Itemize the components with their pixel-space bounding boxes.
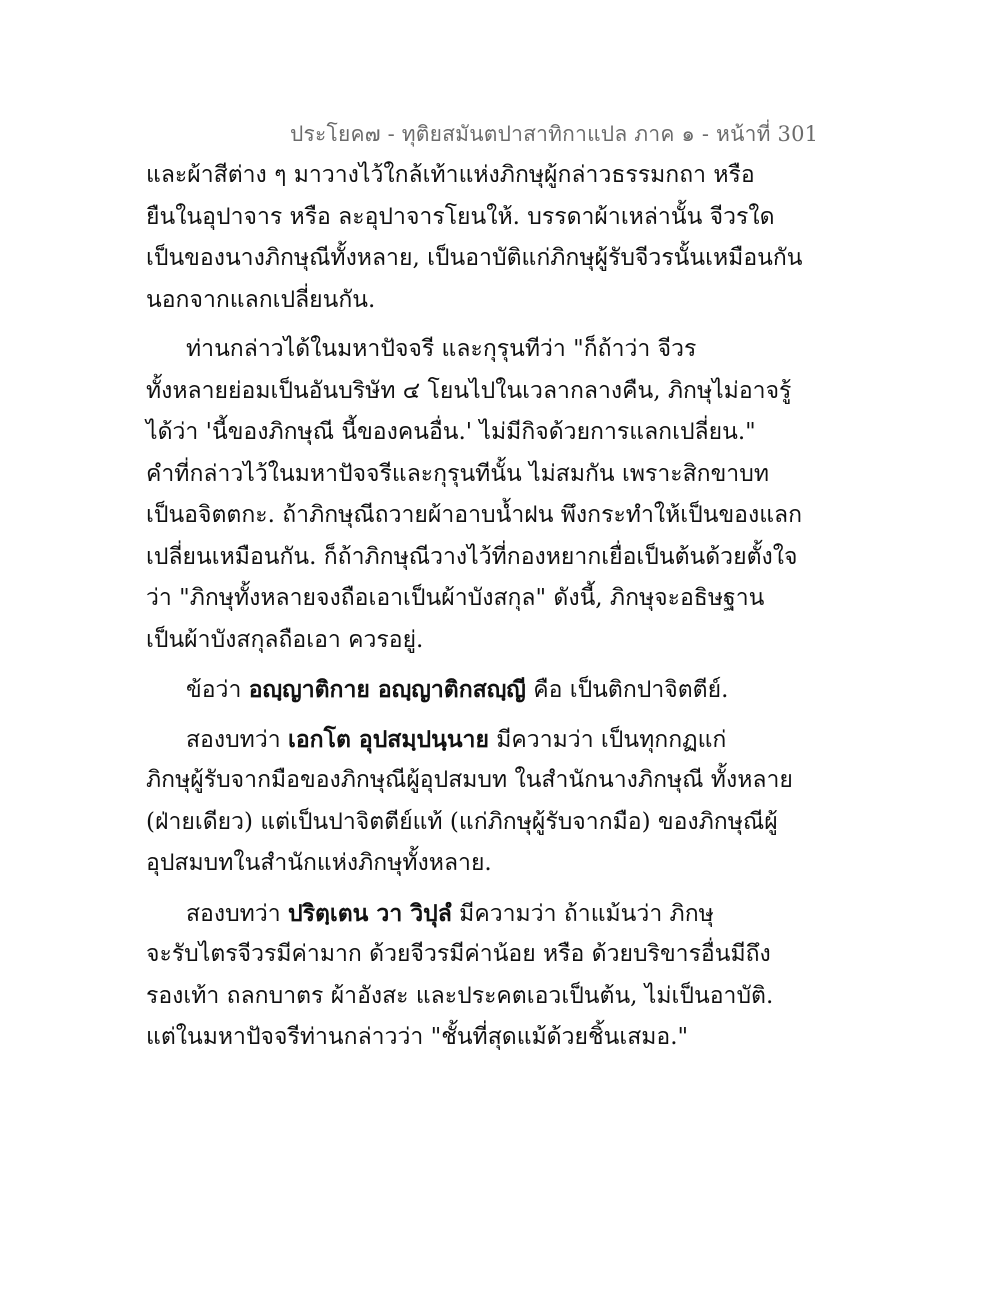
text-run: ข้อว่า [186,677,249,703]
text-line [146,669,866,711]
text-run: มีความว่า เป็นทุกกฏแก่ [488,726,727,753]
paragraph [146,893,866,1059]
text-line: ยืนในอุปาจาร หรือ ละอุปาจารโยนให้. บรรดาผ้าเหล่านั้น จีวรใด [146,203,775,230]
text-line: เปลี่ยนเหมือนกัน. ก็ถ้าภิกษุณีวางไว้ที่กองหยากเยื่อเป็นต้นด้วยตั้งใจ [146,543,798,570]
text-line: รองเท้า ถลกบาตร ผ้าอังสะ และประคตเอวเป็นต้น, ไม่เป็นอาบัติ. [146,982,774,1009]
text-line: นอกจากแลกเปลี่ยนกัน. [146,286,376,313]
text-run: สองบทว่า [186,900,288,927]
pali-term: อญฺญาติกาย อญฺญาติกสญฺญี [248,676,526,703]
paragraph [146,155,866,321]
text-run: คือ เป็นติกปาจิตตีย์. [525,677,729,703]
text-run: มีความว่า ถ้าแม้นว่า ภิกษุ [451,900,714,927]
pali-term: เอกโต อุปสมฺปนฺนาย [287,725,489,753]
text-line: ได้ว่า 'นี้ของภิกษุณี นี้ของคนอื่น.' ไม่มีกิจด้วยการแลกเปลี่ยน." [146,419,756,445]
text-line: ท่านกล่าวได้ในมหาปัจจรี และกุรุนทีว่า "ก็ถ้าว่า จีวร [186,336,697,362]
text-line: เป็นของนางภิกษุณีทั้งหลาย, เป็นอาบัติแก่ภิกษุผู้รับจีวรนั้นเหมือนกัน [146,245,803,271]
pali-term: ปริตฺเตน วา วิปุลํ [287,899,452,927]
text-line: อุปสมบทในสำนักแห่งภิกษุทั้งหลาย. [146,850,492,876]
text-line: คำที่กล่าวไว้ในมหาปัจจรีและกุรุนทีนั้น ไม่สมกัน เพราะสิกขาบท [146,460,769,487]
text-line: ว่า "ภิกษุทั้งหลายจงถือเอาเป็นผ้าบังสกุล" ดังนี้, ภิกษุจะอธิษฐาน [146,585,765,611]
text-line [146,893,866,935]
text-line [146,719,866,761]
running-header: ประโยค๗ - ทุติยสมันตปาสาทิกาแปล ภาค ๑ - หน้าที่ 301 [290,122,819,146]
text-line: ภิกษุผู้รับจากมือของภิกษุณีผู้อุปสมบท ในสำนักนางภิกษุณี ทั้งหลาย [146,767,793,793]
text-line: ทั้งหลายย่อมเป็นอันบริษัท ๔ โยนไปในเวลากลางคืน, ภิกษุไม่อาจรู้ [146,377,792,404]
text-line: (ฝ่ายเดียว) แต่เป็นปาจิตตีย์แท้ (แก่ภิกษุผู้รับจากมือ) ของภิกษุณีผู้ [146,808,778,835]
text-line: แต่ในมหาปัจจรีท่านกล่าวว่า "ชั้นที่สุดแม้ด้วยชิ้นเสมอ." [146,1024,689,1050]
text-line: และผ้าสีต่าง ๆ มาวางไว้ใกล้เท้าแห่งภิกษุผู้กล่าวธรรมกถา หรือ [146,162,755,188]
text-line: จะรับไตรจีวรมีค่ามาก ด้วยจีวรมีค่าน้อย หรือ ด้วยบริขารอื่นมีถึง [146,941,771,967]
paragraph [146,669,866,711]
text-run: สองบทว่า [186,726,288,753]
paragraph [146,719,866,885]
text-line: เป็นอจิตตกะ. ถ้าภิกษุณีถวายผ้าอาบน้ำฝน พึงกระทำให้เป็นของแลก [146,502,803,528]
body-text [146,155,866,1059]
paragraph [146,329,866,661]
text-line: เป็นผ้าบังสกุลถือเอา ควรอยู่. [146,626,424,653]
